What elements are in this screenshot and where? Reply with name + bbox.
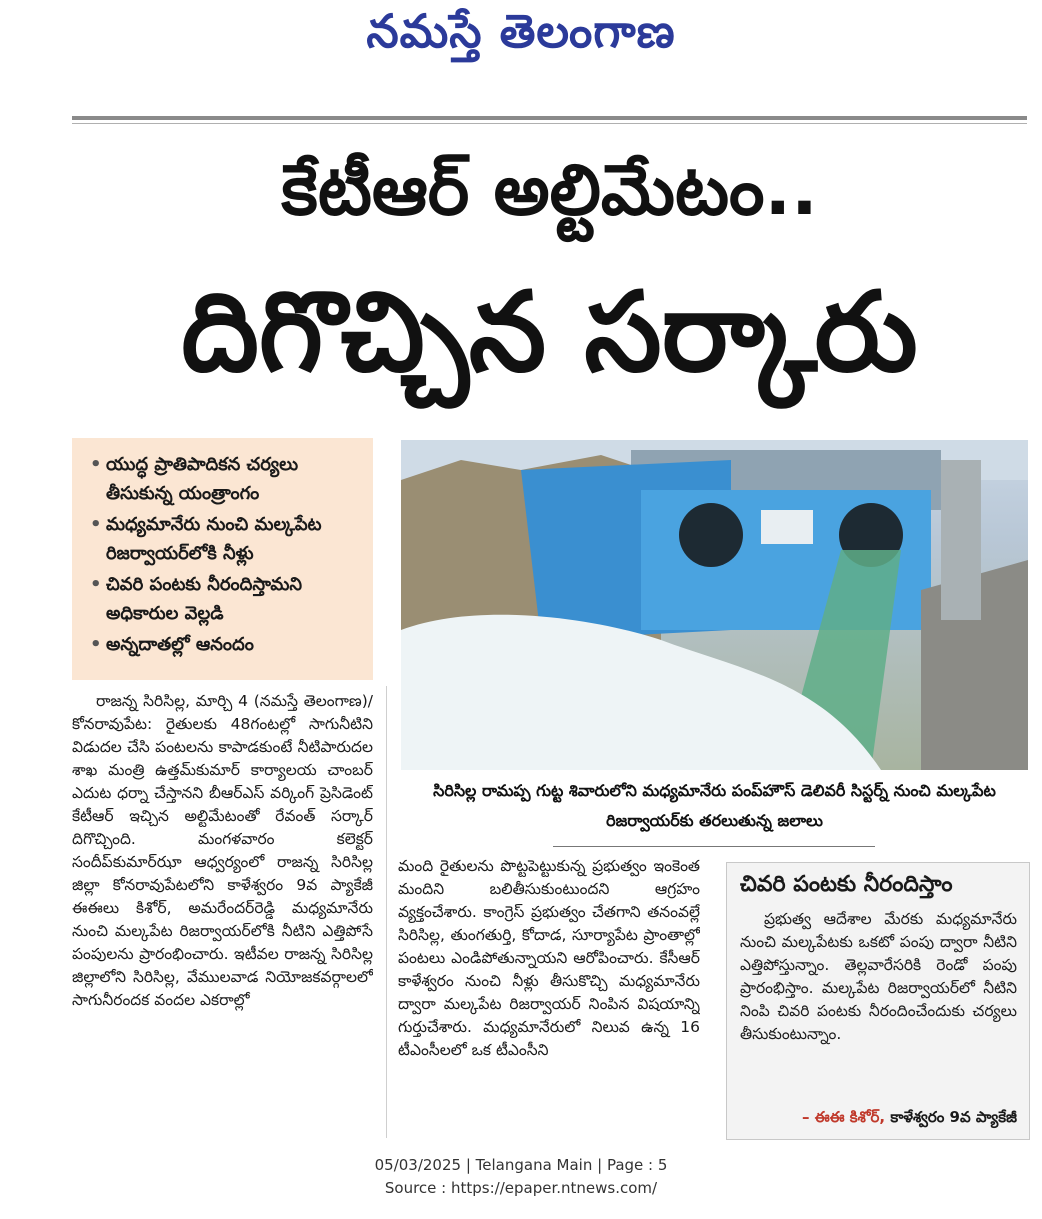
highlight-item: • యుద్ధ ప్రాతిపాదికన చర్యలు తీసుకున్న యంత్రాంగం [90,450,363,508]
highlights-list [72,438,373,659]
news-photo [401,440,1028,770]
highlights-box [72,438,373,680]
article-paragraph: రాజన్న సిరిసిల్ల, మార్చి 4 (నమస్తే తెలంగాణ)/ కోనరావుపేట: రైతులకు 48గంటల్లో సాగునీటిని విడుదల చేసి పంటలను కాపాడకుంటే నీటిపారుదల శాఖ మంత్రి ఉత్తమ్‌కుమార్ కార్యాలయ చాంబర్ ఎదుట ధర్నా చేస్తానని బీఆర్‌ఎస్ వర్కింగ్ ప్రెసిడెంట్ కేటీఆర్ ఇచ్చిన అల్టిమేటంతో రేవంత్ సర్కార్ దిగొచ్చింది. మంగళవారం కలెక్టర్ సందీప్‌కుమార్‌ఝా ఆధ్వర్యంలో రాజన్న సిరిసిల్ల జిల్లా కోనరావుపేటలోని కాళేశ్వరం 9వ ప్యాకేజీ ఈఈలు కిశోర్, అమరేందర్‌రెడ్డి మధ్యమానేరు నుంచి మల్కపేట రిజర్వాయర్‌లోకి నీటిని ఎత్తిపోసే పంపులను ప్రారంభించారు. ఇటీవల రాజన్న సిరిసిల్ల జిల్లాలోని సిరిసిల్ల, వేములవాడ నియోజకవర్గాలలో సాగునీరందక వందల ఎకరాల్లో [72,692,373,1009]
highlight-item: • అన్నదాతల్లో ఆనందం [90,630,363,659]
pumphouse-illustration [401,440,1028,770]
caption-divider [553,846,875,847]
credit-role: కాళేశ్వరం 9వ ప్యాకేజీ [890,1108,1017,1126]
sidebar-credit [740,1108,1017,1130]
headline-line1: కేటీఆర్ అల్టిమేటం.. [281,149,818,231]
sidebar-paragraph: ప్రభుత్వ ఆదేశాల మేరకు మధ్యమానేరు నుంచి మల్కపేటకు ఒకటో పంపు ద్వారా నీటిని ఎత్తిపోస్తున్నాం. తెల్లవారేసరికి రెండో పంపు ప్రారంభిస్తాం. మల్కపేట రిజర్వాయర్‌లో నీటిని నింపి చివరి పంటకు నీరందించేందుకు చర్యలు తీసుకుంటున్నాం. [740,910,1017,1043]
sidebar-title: చివరి పంటకు నీరందిస్తాం [740,872,953,897]
page-footer [0,1154,1042,1200]
highlight-item: • మధ్యమానేరు నుంచి మల్కపేట రిజర్వాయర్‌లోకి నీళ్లు [90,510,363,568]
footer-source-link[interactable]: Source : https://epaper.ntnews.com/ [384,1179,658,1197]
concrete-pillar [941,460,981,620]
highlight-item: • చివరి పంటకు నీరందిస్తామని అధికారుల వెల్లడి [90,570,363,628]
article-column-2 [398,855,700,1138]
credit-name: – ఈఈ కిశోర్, [802,1108,886,1126]
masthead-divider [72,116,1027,120]
masthead-logo: నమస్తే తెలంగాణ [366,4,676,58]
headline-line2: దిగొచ్చిన సర్కారు [181,268,918,396]
article-column-1 [72,690,373,1138]
masthead-divider-thin [72,123,1027,124]
sign-board [761,510,813,544]
article-paragraph: మంది రైతులను పొట్టపెట్టుకున్న ప్రభుత్వం ఇంకెంత మందిని బలితీసుకుంటుందని ఆగ్రహం వ్యక్తంచేశారు. కాంగ్రెస్ ప్రభుత్వం చేతగాని తనంవల్లే సిరిసిల్ల, తుంగతుర్తి, కోదాడ, సూర్యాపేట ప్రాంతాల్లో పంటలు ఎండిపోతున్నాయని ఆరోపించారు. కేసీఆర్ కాళేశ్వరం నుంచి నీళ్లు తీసుకొచ్చి మధ్యమానేరు ద్వారా మల్కపేట రిజర్వాయర్ నింపిన విషయాన్ని గుర్తుచేశారు. మధ్యమానేరులో నిలువ ఉన్న 16 టీఎంసీలలో ఒక టీఎంసీని [398,857,700,1059]
sidebar-text [740,908,1017,1104]
column-divider [386,686,387,1138]
footer-date-edition: 05/03/2025 | Telangana Main | Page : 5 [374,1156,668,1174]
photo-caption: సిరిసిల్ల రామప్ప గుట్ట శివారులోని మధ్యమానేరు పంప్‌హౌస్ డెలివరీ సిస్టర్న్ నుంచి మల్కపేట రిజర్వాయర్‌కు తరలుతున్న జలాలు [433,781,996,830]
outlet-pipe-left [679,503,743,567]
